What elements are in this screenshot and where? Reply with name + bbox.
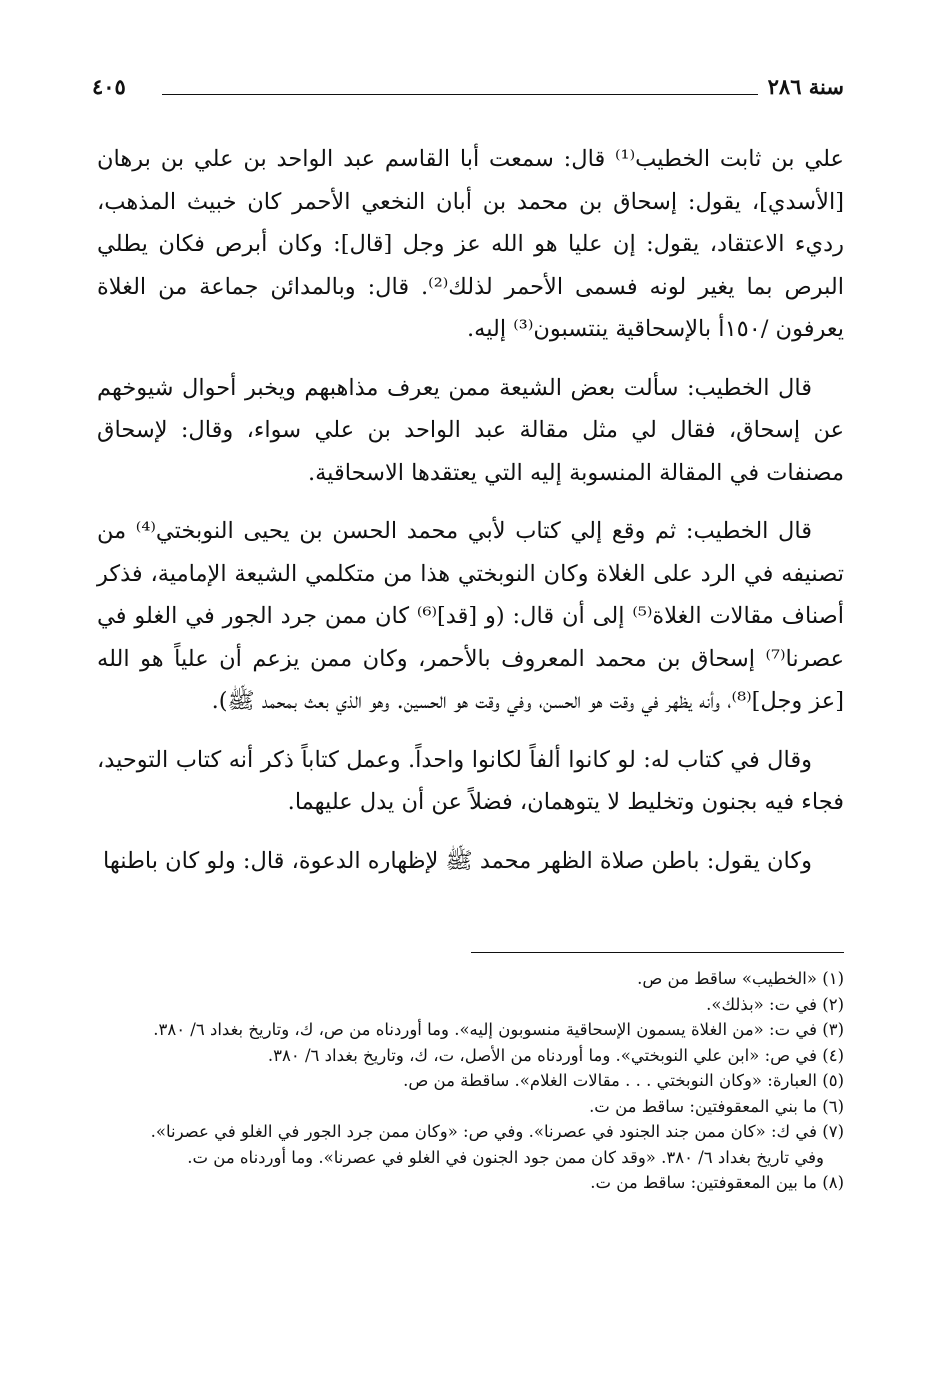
- footnote-separator: [471, 952, 844, 953]
- page-number: ٤٠٥: [92, 74, 126, 99]
- footnote: (٨) ما بين المعقوفتين: ساقط من ت.: [590, 1173, 844, 1192]
- header-rule: [162, 94, 758, 95]
- main-text: [97, 138, 844, 898]
- footnote: (٧) في ك: «كان ممن جند الجنود في عصرنا». وفي ص: «وكان ممن جرد الجور في الغلو في عصرنا».: [150, 1122, 844, 1141]
- footnote: (٣) في ت: «من الغلاة يسمون الإسحاقية منسوبون إليه». وما أوردناه من ص، ك، وتاريخ بغداد ٦/ ٣٨٠.: [153, 1020, 844, 1039]
- paragraph: قال الخطيب: ثم وقع إلي كتاب لأبي محمد الحسن بن يحيى النوبختي⁽⁴⁾ من تصنيفه في الرد على الغلاة وكان النوبختي هذا من متكلمي الشيعة الإمامية، فذكر أصناف مقالات الغلاة⁽⁵⁾ إلى أن قال: (و [قد]⁽⁶⁾ كان ممن جرد الجور في الغلو في عصرنا⁽⁷⁾ إسحاق بن محمد المعروف بالأحمر، وكان ممن يزعم أن علياً هو الله [عز وجل]⁽⁸⁾، وأنه يظهر في وقت هو الحسن، وفي وقت هو الحسين. وهو الذي بعث بمحمد ﷺ).: [97, 518, 844, 714]
- footnote-continuation: وفي تاريخ بغداد ٦/ ٣٨٠. «وقد كان ممن جود الجنون في الغلو في عصرنا». وما أوردناه من ت.: [187, 1147, 824, 1167]
- running-head: [92, 72, 844, 112]
- paragraph: وقال في كتاب له: لو كانوا ألفاً لكانوا واحداً. وعمل كتاباً ذكر أنه كتاب التوحيد، فجاء فيه بجنون وتخليط لا يتوهمان، فضلاً عن أن يدل عليهما.: [97, 746, 844, 815]
- footnote: (٢) في ت: «بذلك».: [706, 994, 844, 1014]
- running-head-year: سنة ٢٨٦: [767, 74, 844, 99]
- paragraph: علي بن ثابت الخطيب⁽¹⁾ قال: سمعت أبا القاسم عبد الواحد بن علي بن برهان [الأسدي]، يقول: إسحاق بن محمد بن أبان النخعي الأحمر كان خبيث المذهب، رديء الاعتقاد، يقول: إن عليا هو الله عز وجل [قال]: وكان أبرص فكان يطلي البرص بما يغير لونه فسمى الأحمر لذلك⁽²⁾. قال: وبالمدائن جماعة من الغلاة يعرفون /١٥٠أ بالإسحاقية ينتسبون⁽³⁾ إليه.: [97, 146, 844, 342]
- footnote: (١) «الخطيب» ساقط من ص.: [637, 969, 844, 988]
- paragraph: قال الخطيب: سألت بعض الشيعة ممن يعرف مذاهبهم ويخبر أحوال شيوخهم عن إسحاق، فقال لي مثل مقالة عبد الواحد بن علي سواء، وقال: لإسحاق مصنفات في المقالة المنسوبة إليه التي يعتقدها الاسحاقية.: [97, 374, 844, 486]
- footnote: (٦) ما بني المعقوفتين: ساقط من ت.: [589, 1096, 844, 1116]
- footnote: (٤) في ص: «ابن علي النوبختي». وما أوردناه من الأصل، ت، ك، وتاريخ بغداد ٦/ ٣٨٠.: [267, 1045, 844, 1065]
- footnotes: [97, 966, 844, 1196]
- footnote: (٥) العبارة: «وكان النوبختي . . . مقالات الغلام». ساقطة من ص.: [403, 1071, 844, 1090]
- paragraph: وكان يقول: باطن صلاة الظهر محمد ﷺ لإظهاره الدعوة، قال: ولو كان باطنها: [102, 847, 812, 874]
